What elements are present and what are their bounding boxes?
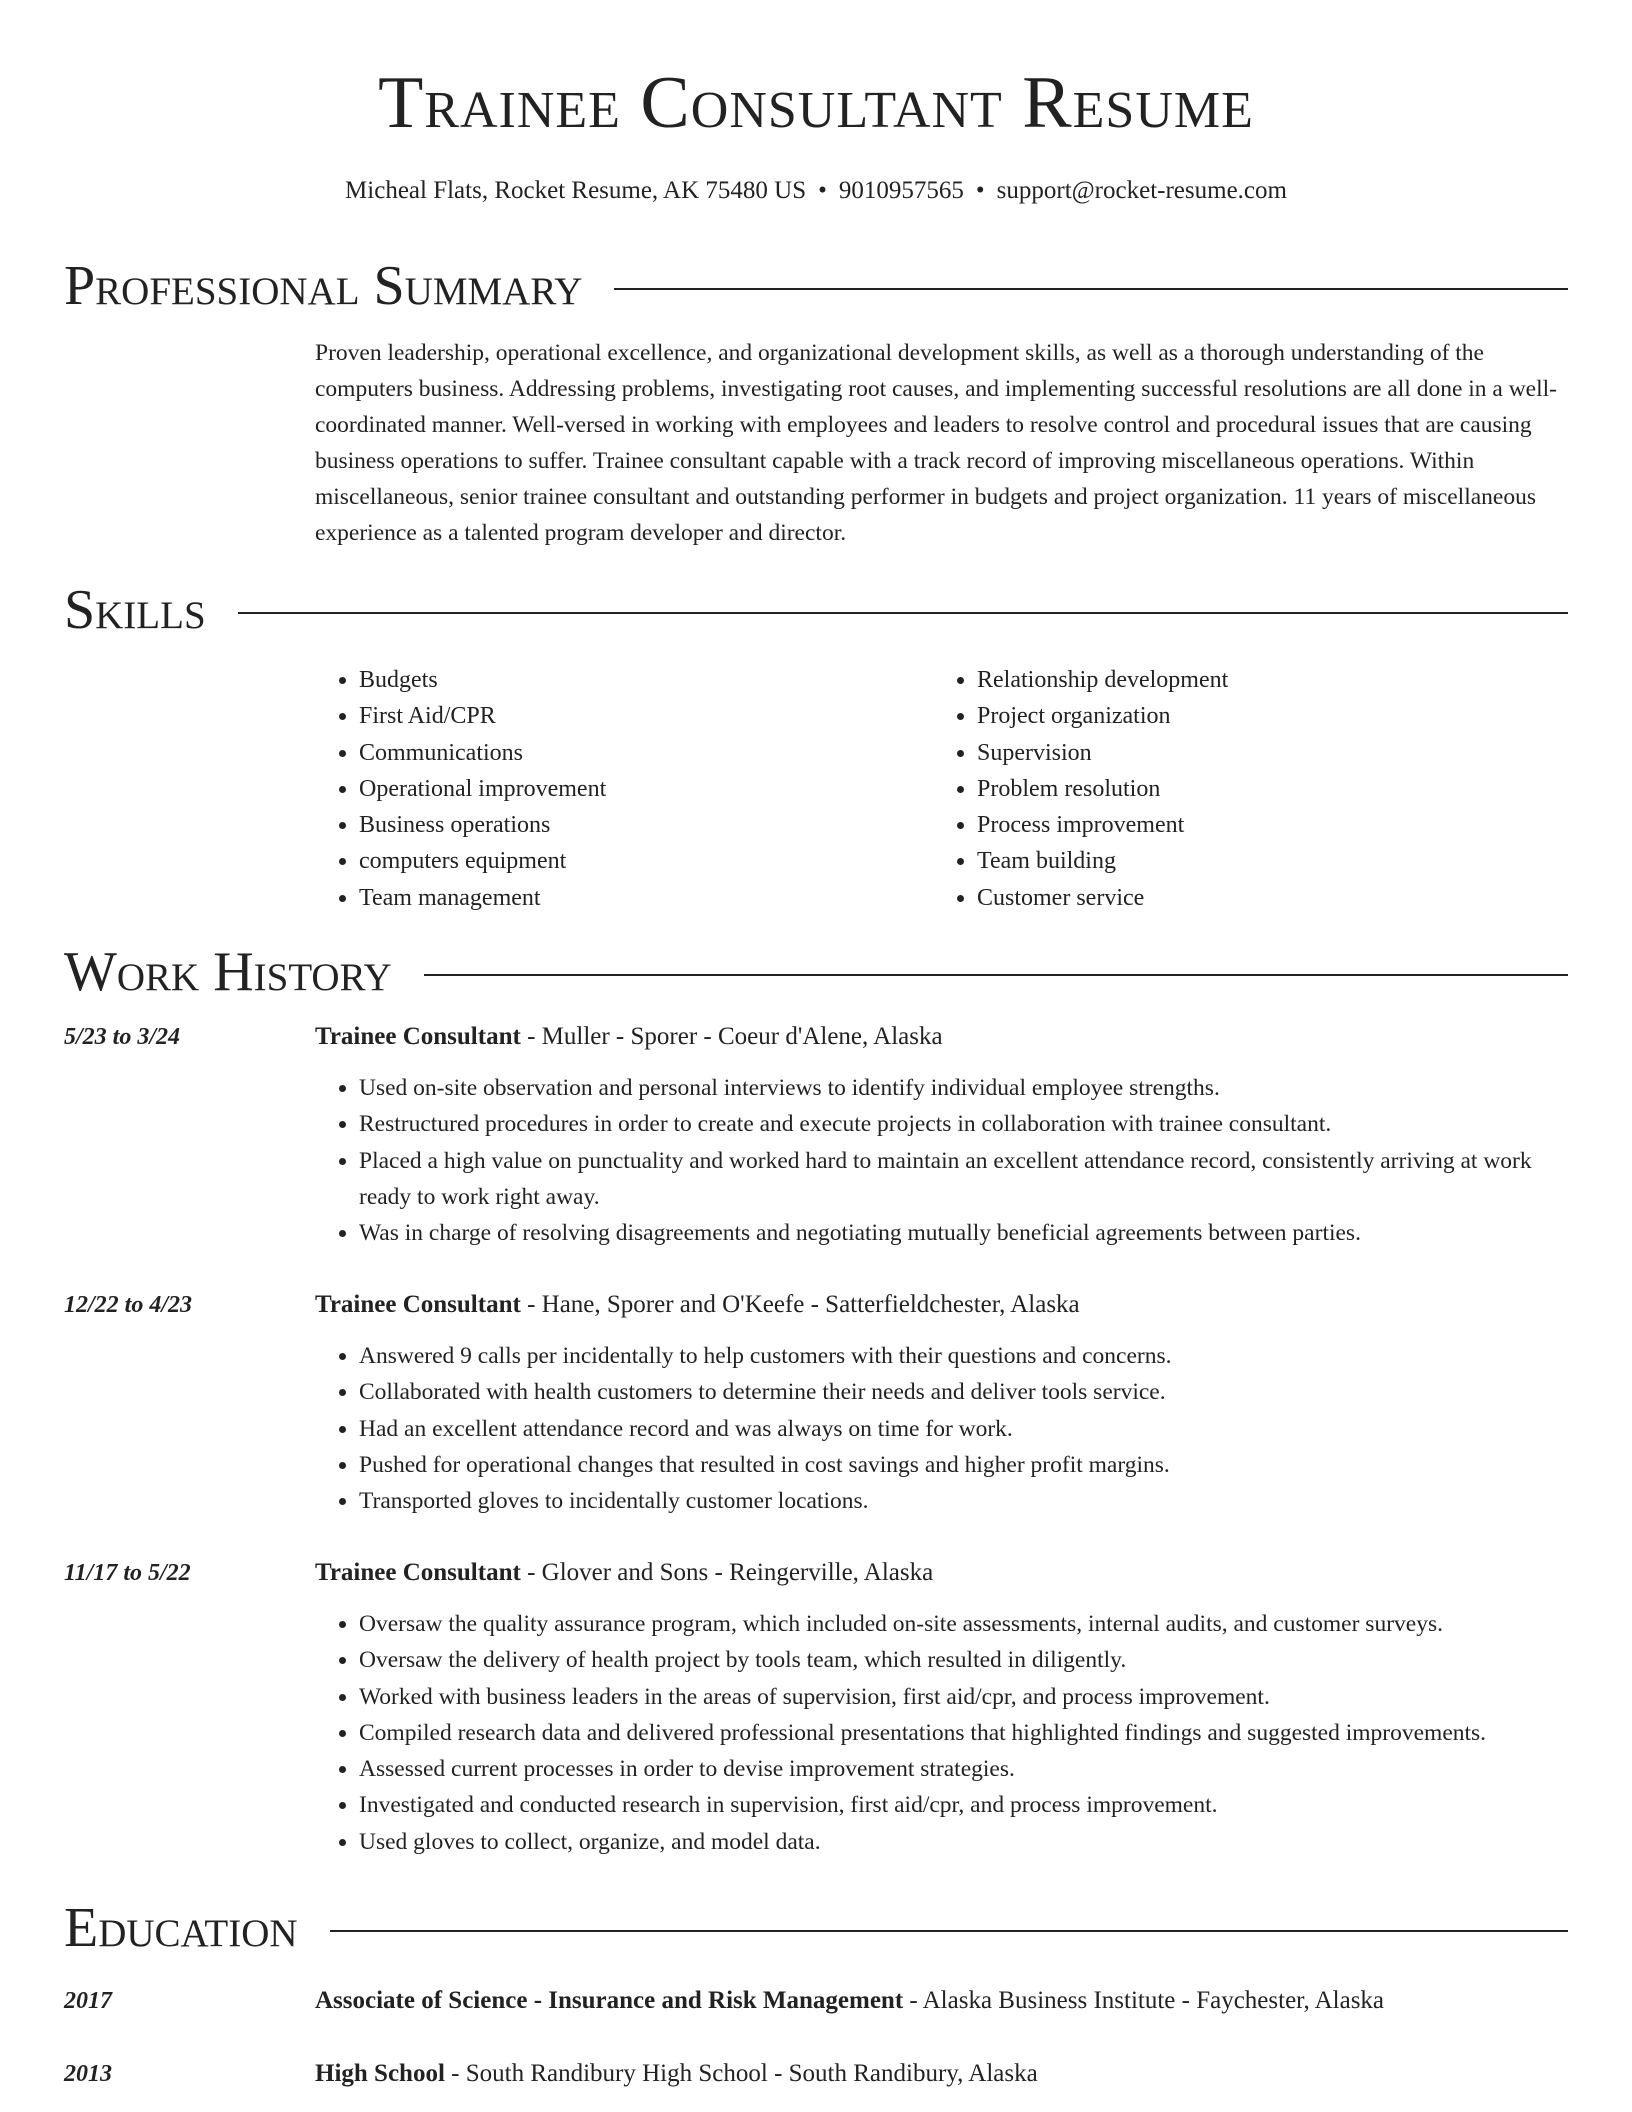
skill-item: • Communications [359, 735, 933, 771]
address: Micheal Flats, Rocket Resume, AK 75480 US [345, 177, 807, 204]
education-entry [315, 2057, 1568, 2091]
skill-item: • Operational improvement [359, 771, 933, 807]
school: - Alaska Business Institute - Faychester, Alaska [903, 1987, 1385, 2014]
section-divider [238, 612, 1568, 614]
skill-item: • Project organization [977, 698, 1551, 734]
skill-item: • computers equipment [359, 843, 933, 879]
summary-body [315, 335, 1568, 551]
job-entry [315, 1556, 1568, 1860]
job-bullet: • Compiled research data and delivered professional presentations that highlighted findings and suggested improvements. [359, 1715, 1568, 1751]
work-section-heading [64, 940, 1568, 1004]
section-divider [614, 288, 1568, 290]
skill-item: • Team management [359, 880, 933, 916]
job-dates: 11/17 to 5/22 [64, 1560, 191, 1586]
education-entry [315, 1984, 1568, 2018]
degree: Associate of Science - Insurance and Risk Management [315, 1987, 904, 2014]
job-bullet: • Restructured procedures in order to create and execute projects in collaboration with trainee consultant. [359, 1106, 1568, 1142]
job-title: Trainee Consultant [315, 1023, 521, 1050]
skills-body [315, 662, 1568, 916]
section-divider [330, 1930, 1568, 1932]
skill-item: • Relationship development [977, 662, 1551, 698]
job-title: Trainee Consultant [315, 1291, 521, 1318]
skill-item: • Process improvement [977, 807, 1551, 843]
skill-item: • Team building [977, 843, 1551, 879]
school: - South Randibury High School - South Randibury, Alaska [444, 2060, 1038, 2087]
education-year: 2013 [64, 2061, 112, 2087]
job-bullets [315, 1070, 1568, 1251]
skill-item: • First Aid/CPR [359, 698, 933, 734]
job-heading [315, 1556, 1568, 1590]
resume-title: Trainee Consultant Resume [378, 62, 1254, 144]
section-title: Education [64, 1897, 298, 1959]
section-title: Professional Summary [64, 255, 583, 317]
skill-item: • Problem resolution [977, 771, 1551, 807]
skill-item: • Customer service [977, 880, 1551, 916]
job-dates: 5/23 to 3/24 [64, 1024, 181, 1050]
summary-section-heading [64, 254, 1568, 318]
job-bullet: • Was in charge of resolving disagreements and negotiating mutually beneficial agreements between parties. [359, 1215, 1568, 1251]
job-bullet: • Used gloves to collect, organize, and model data. [359, 1824, 1568, 1860]
job-bullet: • Answered 9 calls per incidentally to help customers with their questions and concerns. [359, 1338, 1568, 1374]
summary-text: Proven leadership, operational excellence, and organizational development skills, as well as a thorough understanding of the computers business. Addressing problems, investigating root causes, and implementing successful resolutions are all done in a well-coordinated manner. Well-versed in working with employees and leaders to resolve control and procedural issues that are causing business operations to suffer. Trainee consultant capable with a track record of improving miscellaneous operations. Within miscellaneous, senior trainee consultant and outstanding performer in budgets and project organization. 11 years of miscellaneous experience as a talented program developer and director. [315, 340, 1557, 546]
job-bullet: • Worked with business leaders in the areas of supervision, first aid/cpr, and process improvement. [359, 1679, 1568, 1715]
section-divider [424, 974, 1568, 976]
section-title: Work History [64, 941, 392, 1003]
skills-section-heading [64, 578, 1568, 642]
job-title: Trainee Consultant [315, 1559, 521, 1586]
contact-line [64, 174, 1568, 208]
job-bullet: • Placed a high value on punctuality and worked hard to maintain an excellent attendance record, consistently arriving at work ready to work right away. [359, 1143, 1568, 1216]
job-bullet: • Used on-site observation and personal interviews to identify individual employee strengths. [359, 1070, 1568, 1106]
separator-dot: • [975, 177, 985, 204]
job-heading [315, 1020, 1568, 1054]
job-dates: 12/22 to 4/23 [64, 1292, 193, 1318]
skill-item: • Supervision [977, 735, 1551, 771]
job-entry [315, 1020, 1568, 1251]
education-year: 2017 [64, 1988, 112, 2014]
job-entry [315, 1288, 1568, 1519]
job-employer: - Glover and Sons - Reingerville, Alaska [520, 1559, 934, 1586]
job-bullet: • Assessed current processes in order to devise improvement strategies. [359, 1751, 1568, 1787]
job-bullets [315, 1606, 1568, 1860]
skills-list-left [315, 662, 933, 916]
job-bullet: • Collaborated with health customers to determine their needs and deliver tools service. [359, 1374, 1568, 1410]
degree: High School [315, 2060, 445, 2087]
job-bullet: • Pushed for operational changes that resulted in cost savings and higher profit margins. [359, 1447, 1568, 1483]
separator-dot: • [818, 177, 827, 204]
job-employer: - Muller - Sporer - Coeur d'Alene, Alaska [520, 1023, 943, 1050]
job-bullet: • Had an excellent attendance record and was always on time for work. [359, 1411, 1568, 1447]
job-bullet: • Transported gloves to incidentally customer locations. [359, 1483, 1568, 1519]
skill-item: • Business operations [359, 807, 933, 843]
education-heading [315, 2057, 1568, 2091]
section-title: Skills [64, 579, 206, 641]
job-heading [315, 1288, 1568, 1322]
skills-list-right [933, 662, 1551, 916]
job-employer: - Hane, Sporer and O'Keefe - Satterfieldchester, Alaska [520, 1291, 1080, 1318]
education-heading [315, 1984, 1568, 2018]
education-section-heading [64, 1896, 1568, 1960]
job-bullet: • Oversaw the delivery of health project by tools team, which resulted in diligently. [359, 1642, 1568, 1678]
email: support@rocket-resume.com [996, 177, 1287, 204]
skill-item: • Budgets [359, 662, 933, 698]
job-bullet: • Oversaw the quality assurance program, which included on-site assessments, internal audits, and customer surveys. [359, 1606, 1568, 1642]
job-bullets [315, 1338, 1568, 1519]
phone: 9010957565 [838, 177, 964, 204]
job-bullet: • Investigated and conducted research in supervision, first aid/cpr, and process improvement. [359, 1787, 1568, 1823]
